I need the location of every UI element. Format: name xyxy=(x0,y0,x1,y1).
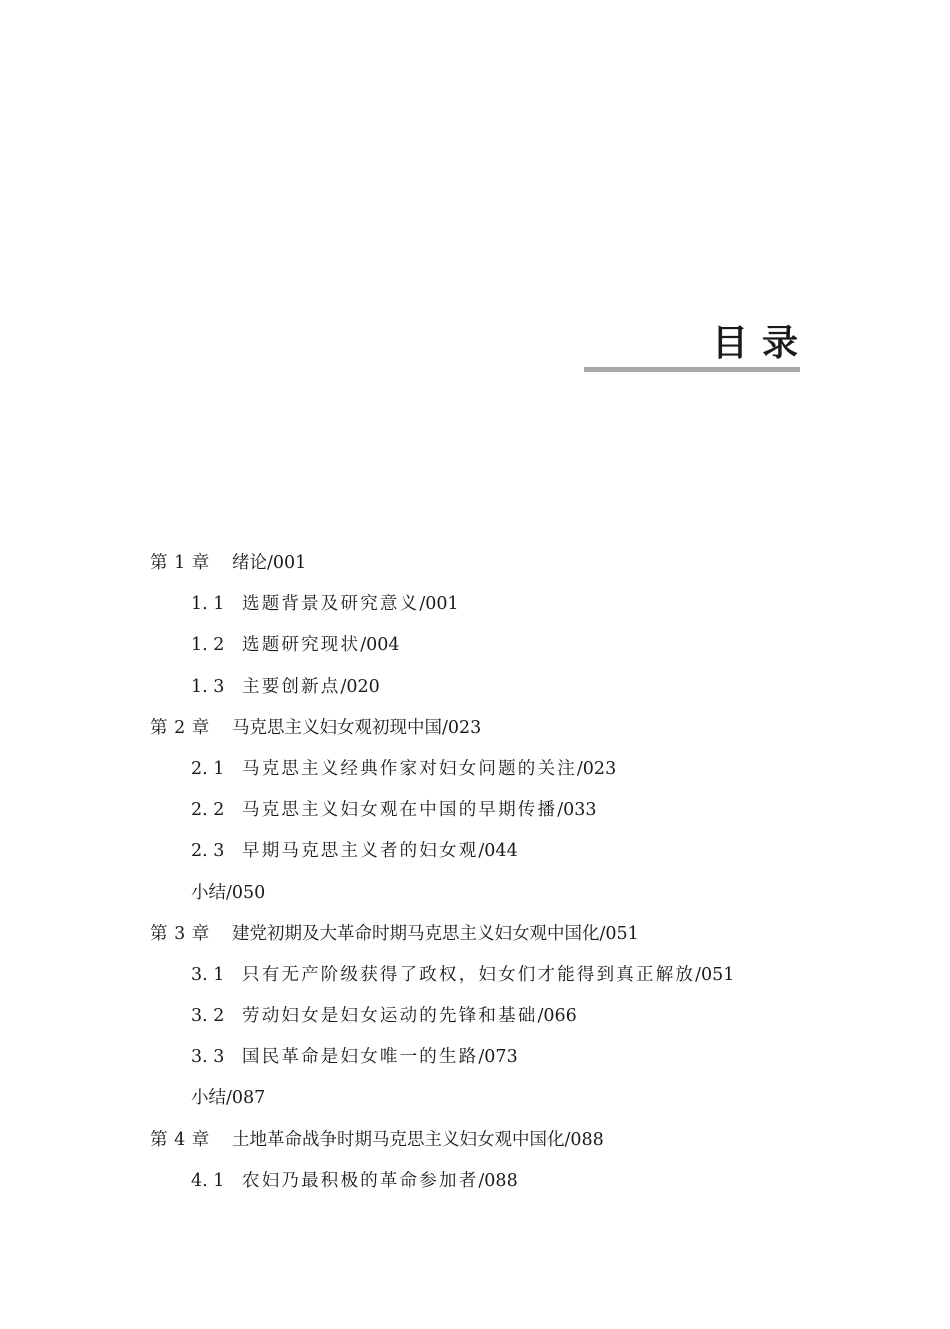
toc-chapter-3[interactable] xyxy=(150,914,850,955)
toc-entry-page: /001 xyxy=(419,594,459,615)
toc-entry-title: 只有无产阶级获得了政权，妇女们才能得到真正解放 xyxy=(242,964,696,985)
toc-section-1-1[interactable] xyxy=(150,584,850,625)
toc-entry-number: 第 1 章 xyxy=(150,553,210,573)
toc-entry-number: 第 2 章 xyxy=(150,717,210,738)
toc-entry-number: 3. 3 xyxy=(191,1047,225,1068)
toc-entry-number: 2. 2 xyxy=(191,800,225,821)
toc-entry-number: 3. 1 xyxy=(191,964,225,985)
toc-entry-number: 2. 3 xyxy=(191,841,225,862)
toc-entry-title: 选题背景及研究意义 xyxy=(242,594,420,615)
toc-entry-title: 劳动妇女是妇女运动的先锋和基础 xyxy=(242,1006,538,1027)
toc-entry-page: /051 xyxy=(599,923,639,944)
toc-entry-title: 土地革命战争时期马克思主义妇女观中国化 xyxy=(232,1129,565,1150)
toc-entry-title: 主要创新点 xyxy=(242,676,341,697)
toc-entry-title: 小结 xyxy=(191,882,226,903)
toc-entry-title: 早期马克思主义者的妇女观 xyxy=(242,841,479,862)
toc-chapter-2[interactable] xyxy=(150,708,850,749)
toc-chapter-4[interactable] xyxy=(150,1120,850,1161)
toc-entry-number: 第 3 章 xyxy=(150,923,210,944)
toc-entry-page: /001 xyxy=(267,553,307,573)
toc-entry-number: 4. 1 xyxy=(191,1170,225,1191)
toc-summary-2[interactable] xyxy=(150,873,850,914)
toc-entry-title: 农妇乃最积极的革命参加者 xyxy=(242,1170,479,1191)
toc-entry-number: 1. 1 xyxy=(191,594,225,615)
toc-entry-page: /023 xyxy=(442,717,482,738)
toc-entry-page: /044 xyxy=(478,841,518,862)
toc-section-1-3[interactable] xyxy=(150,667,850,708)
toc-entry-number: 3. 2 xyxy=(191,1006,225,1027)
page-title: 目录 xyxy=(711,323,812,364)
toc-entry-page: /050 xyxy=(226,882,266,903)
toc-entry-number: 1. 2 xyxy=(191,635,225,656)
toc-section-2-1[interactable] xyxy=(150,749,850,790)
toc-entry-page: /087 xyxy=(226,1088,266,1109)
toc-section-2-3[interactable] xyxy=(150,831,850,872)
toc-section-3-3[interactable] xyxy=(150,1037,850,1078)
toc-entry-title: 小结 xyxy=(191,1088,226,1109)
toc-summary-3[interactable] xyxy=(150,1078,850,1119)
toc-entry-page: /020 xyxy=(340,676,380,697)
toc-entry-title: 选题研究现状 xyxy=(242,635,361,656)
toc-entry-page: /033 xyxy=(557,800,597,821)
toc-section-1-2[interactable] xyxy=(150,625,850,666)
toc-entry-page: /088 xyxy=(564,1129,604,1150)
toc-entry-page: /051 xyxy=(695,964,735,985)
toc-entry-number: 1. 3 xyxy=(191,676,225,697)
toc-heading-block xyxy=(584,318,812,374)
toc-entry-title: 国民革命是妇女唯一的生路 xyxy=(242,1047,479,1068)
toc-entry-number: 第 4 章 xyxy=(150,1129,210,1150)
toc-entry-page: /023 xyxy=(576,758,617,779)
table-of-contents xyxy=(150,543,850,1202)
toc-section-3-2[interactable] xyxy=(150,996,850,1037)
toc-entry-page: /088 xyxy=(478,1170,518,1191)
toc-entry-page: /073 xyxy=(478,1047,518,1068)
toc-entry-title: 建党初期及大革命时期马克思主义妇女观中国化 xyxy=(232,923,600,944)
toc-entry-number: 2. 1 xyxy=(191,758,225,779)
toc-section-3-1[interactable] xyxy=(150,955,850,996)
toc-chapter-1[interactable] xyxy=(150,543,850,584)
toc-entry-page: /066 xyxy=(537,1006,577,1027)
toc-entry-title: 马克思主义妇女观在中国的早期传播 xyxy=(242,800,558,821)
toc-section-4-1[interactable] xyxy=(150,1161,850,1202)
toc-entry-title: 绪论 xyxy=(232,553,267,573)
toc-section-2-2[interactable] xyxy=(150,790,850,831)
title-underline xyxy=(584,367,800,372)
toc-entry-title: 马克思主义经典作家对妇女问题的关注 xyxy=(242,758,577,779)
toc-entry-page: /004 xyxy=(360,635,400,656)
toc-entry-title: 马克思主义妇女观初现中国 xyxy=(232,717,442,738)
